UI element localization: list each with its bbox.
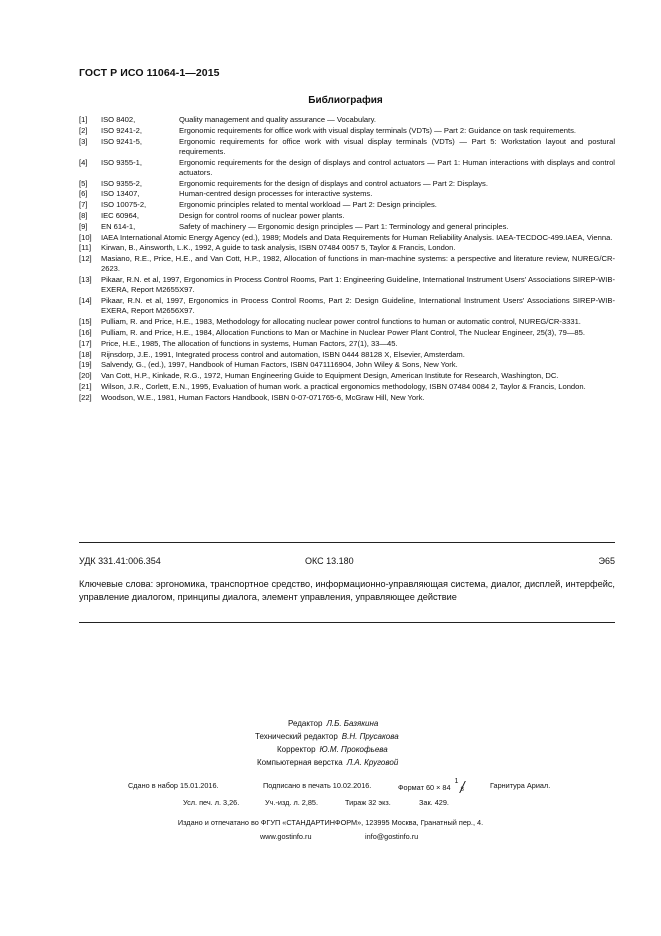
bibliography-entry	[79, 243, 615, 253]
entry-description: Pulliam, R. and Price, H.E., 1984, Allocation Functions to Man or Machine in Nuclear Power Plant Control, The Nuclear Engineer, 25(3), 79—85.	[101, 327, 585, 337]
divider-top	[79, 542, 615, 543]
oks-code: ОКС 13.180	[305, 556, 354, 566]
bibliography-entry	[79, 189, 615, 199]
tech-editor-role: Технический редактор	[255, 732, 338, 741]
entry-number: [5]	[79, 178, 88, 188]
entry-standard: EN 614-1,	[101, 221, 136, 231]
website-link[interactable]: www.gostinfo.ru	[260, 832, 312, 841]
entry-standard: ISO 9241-5,	[101, 136, 142, 146]
entry-description: Wilson, J.R., Corlett, E.N., 1995, Evaluation of human work. a practical ergonomics methodology, ISBN 07484 0084 2, Taylor & Francis, London.	[101, 381, 586, 391]
entry-number: [21]	[79, 381, 92, 391]
bibliography-entry	[79, 158, 615, 178]
entry-description: Masiano, R.E., Price, H.E., and Van Cott, H.P., 1982, Allocation of functions in man-machine systems: a perspective and literature review, NUREG/CR-2623.	[101, 254, 615, 274]
sent-date: Сдано в набор 15.01.2016.	[128, 781, 219, 790]
doc-code-header: ГОСТ Р ИСО 11064-1—2015	[79, 67, 220, 79]
entry-description: Human-centred design processes for interactive systems.	[179, 189, 373, 199]
entry-description: Woodson, W.E., 1981, Human Factors Handbook, ISBN 0-07-071765-6, McGraw Hill, New York.	[101, 392, 425, 402]
bibliography-entry	[79, 339, 615, 349]
bibliography-entry	[79, 382, 615, 392]
order-number: Зак. 429.	[419, 798, 449, 807]
entry-description: Ergonomic requirements for office work with visual display terminals (VDTs) — Part 5: Workstation layout and postural requirements.	[179, 136, 615, 156]
entry-standard: ISO 9355-1,	[101, 157, 142, 167]
divider-bottom	[79, 622, 615, 623]
udk-code: УДК 331.41:006.354	[79, 556, 161, 566]
editor-role: Редактор	[288, 719, 323, 728]
entry-description: Ergonomic requirements for office work with visual display terminals (VDTs) — Part 2: Guidance on task requirements.	[179, 125, 576, 135]
editor-name: Л.Б. Базякина	[326, 719, 379, 728]
entry-number: [10]	[79, 232, 92, 242]
bibliography-entry	[79, 254, 615, 274]
bibliography-entry	[79, 360, 615, 370]
entry-number: [18]	[79, 349, 92, 359]
fraction-numerator: 1	[454, 778, 459, 785]
entry-number: [20]	[79, 371, 92, 381]
proofreader-role: Корректор	[277, 745, 316, 754]
fraction-denominator: 8	[460, 787, 464, 793]
entry-description: Design for control rooms of nuclear power plants.	[179, 210, 345, 220]
publisher-line: Издано и отпечатано во ФГУП «СТАНДАРТИНФОРМ», 123995 Москва, Гранатный пер., 4.	[177, 818, 484, 827]
layout-name: Л.А. Круговой	[346, 758, 399, 767]
entry-number: [7]	[79, 200, 88, 210]
entry-number: [15]	[79, 317, 92, 327]
proofreader-row	[277, 743, 388, 756]
entry-number: [11]	[79, 243, 92, 253]
entry-description: Ergonomic requirements for the design of displays and control actuators — Part 1: Human interactions with displays and control actuators.	[179, 157, 615, 177]
entry-number: [13]	[79, 275, 92, 285]
bibliography-entry	[79, 200, 615, 210]
entry-number: [16]	[79, 327, 92, 337]
entry-description: Safety of machinery — Ergonomic design principles — Part 1: Terminology and general principles.	[179, 221, 509, 231]
entry-number: [14]	[79, 296, 92, 306]
entry-description: Pikaar, R.N. et al, 1997, Ergonomics in Process Control Rooms, Part 2: Design Guideline, International Instrument Users' Associations SIREP-WIB-EXERA, Report M2656X97.	[101, 296, 615, 316]
entry-description: Ergonomic principles related to mental workload — Part 2: Design principles.	[179, 200, 437, 210]
print-sheets: Усл. печ. л. 3,26.	[183, 798, 240, 807]
entry-number: [22]	[79, 392, 92, 402]
signed-date: Подписано в печать 10.02.2016.	[263, 781, 372, 790]
entry-description: IAEA International Atomic Energy Agency (ed.), 1989; Models and Data Requirements for Human Reliability Analysis. IAEA-TECDOC-499.IAEA, Vienna.	[101, 232, 613, 242]
typeface: Гарнитура Ариал.	[490, 781, 551, 790]
entry-standard: ISO 9241-2,	[101, 125, 142, 135]
bibliography-entry	[79, 328, 615, 338]
bibliography-entry	[79, 317, 615, 327]
bibliography-entry	[79, 233, 615, 243]
entry-description: Van Cott, H.P., Kinkade, R.G., 1972, Human Engineering Guide to Equipment Design, American Institute for Research, Washington, DC.	[101, 371, 559, 381]
entry-standard: ISO 10075-2,	[101, 200, 147, 210]
tech-editor-row	[255, 730, 399, 743]
tech-editor-name: В.Н. Прусакова	[341, 732, 399, 741]
entry-description: Quality management and quality assurance — Vocabulary.	[179, 115, 376, 124]
bibliography-entry	[79, 350, 615, 360]
layout-row	[257, 756, 398, 769]
pub-sheets: Уч.-изд. л. 2,85.	[265, 798, 319, 807]
entry-number: [12]	[79, 254, 92, 264]
editor-row	[288, 717, 378, 730]
entry-description: Ergonomic requirements for the design of displays and control actuators — Part 2: Displays.	[179, 178, 488, 188]
keywords: Ключевые слова: эргономика, транспортное средство, информационно-управляющая система, диалог, дисплей, интерфейс, управление диалогом, принципы диалога, элемент управления, управляющее действие	[79, 579, 615, 602]
bibliography-title: Библиография	[308, 95, 383, 106]
layout-role: Компьютерная верстка	[257, 758, 343, 767]
entry-description: Pikaar, R.N. et al, 1997, Ergonomics in Process Control Rooms, Part 1: Engineering Guideline, International Instrument Users' Associations SIREP-WIB-EXERA, Report M2655X97.	[101, 275, 615, 295]
entry-number: [4]	[79, 157, 88, 167]
entry-description: Salvendy, G., (ed.), 1997, Handbook of Human Factors, ISBN 0471116904, John Wiley & Sons, New York.	[101, 360, 458, 370]
bibliography-entry	[79, 275, 615, 295]
entry-number: [6]	[79, 189, 88, 199]
entry-standard: ISO 9355-2,	[101, 178, 142, 188]
bibliography-entry	[79, 393, 615, 403]
bibliography-entry	[79, 179, 615, 189]
entry-description: Price, H.E., 1985, The allocation of functions in systems, Human Factors, 27(1), 33—45.	[101, 338, 398, 348]
copies: Тираж 32 экз.	[345, 798, 391, 807]
proofreader-name: Ю.М. Прокофьева	[319, 745, 388, 754]
bibliography-entry	[79, 115, 615, 125]
entry-standard: ISO 13407,	[101, 189, 140, 199]
entry-description: Kirwan, B., Ainsworth, L.K., 1992, A guide to task analysis, ISBN 07484 0057 5, Taylor & Francis, London.	[101, 243, 456, 253]
entry-number: [1]	[79, 115, 88, 124]
format-text: Формат 60 × 84	[398, 783, 451, 792]
bibliography-entry	[79, 137, 615, 157]
paper-format	[398, 778, 465, 793]
bibliography-entry	[79, 222, 615, 232]
bibliography-entry	[79, 296, 615, 316]
entry-description: Pulliam, R. and Price, H.E., 1983, Methodology for allocating nuclear power control functions to human or automatic control, NUREG/CR-3331.	[101, 317, 581, 327]
bibliography-list	[79, 115, 615, 404]
entry-number: [9]	[79, 221, 88, 231]
format-fraction	[453, 778, 465, 793]
entry-number: [2]	[79, 125, 88, 135]
classifier-code: Э65	[598, 556, 615, 566]
bibliography-entry	[79, 126, 615, 136]
entry-number: [8]	[79, 210, 88, 220]
email-link[interactable]: info@gostinfo.ru	[365, 832, 419, 841]
bibliography-entry	[79, 371, 615, 381]
entry-standard: IEC 60964,	[101, 210, 139, 220]
entry-number: [17]	[79, 338, 92, 348]
entry-description: Rijnsdorp, J.E., 1991, Integrated process control and automation, ISBN 0444 88128 X, Elsevier, Amsterdam.	[101, 349, 465, 359]
entry-number: [19]	[79, 360, 92, 370]
bibliography-entry	[79, 211, 615, 221]
entry-standard: ISO 8402,	[101, 115, 136, 124]
entry-number: [3]	[79, 136, 88, 146]
